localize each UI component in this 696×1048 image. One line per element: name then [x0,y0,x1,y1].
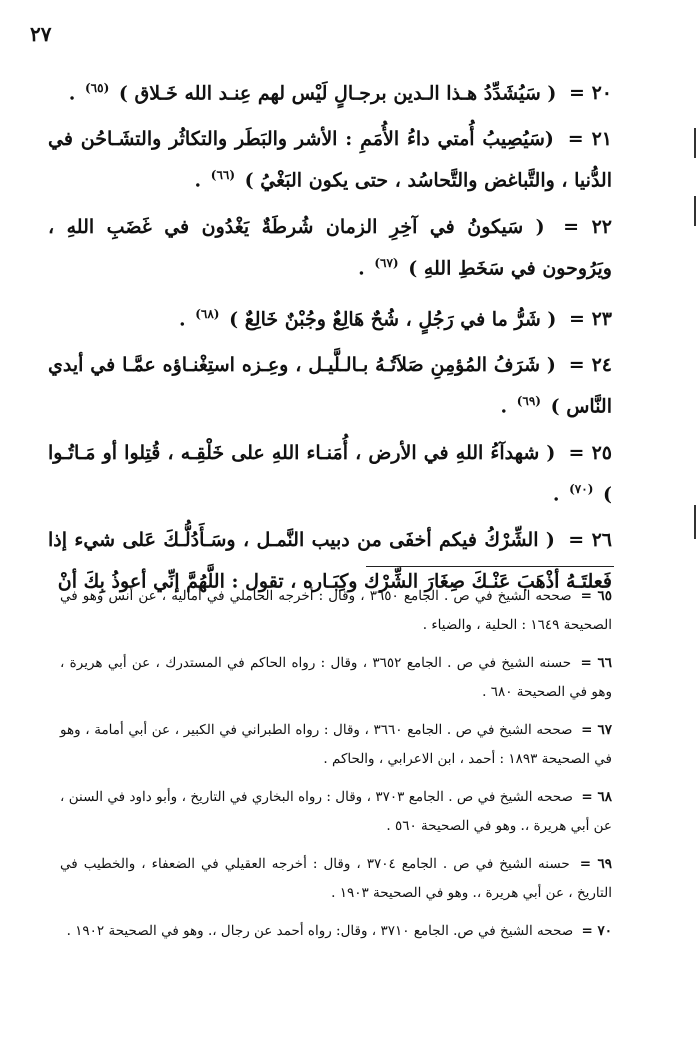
footnote-number: ٦٩ = [579,856,613,872]
footnote-text: صححه الشيخ في ص . الجامع ٣٦٦٠ ، وقال : رواه الطبراني في الكبير ، عن أبي أمامة ، وهو في الصحيحة ١٨٩٣ : أحمد ، ابن الاعرابي ، والحاكم . [60,722,612,767]
hadith-end-mark: . [178,308,186,331]
hadith-text: ( شَرَفُ المُؤمِنِ صَلاَتُـهُ بـالـلَّيـل ، وعِـزه استِغْنـاؤه عمَّـا في أيدي النَّاس ) [48,354,612,418]
hadith-end-mark: . [552,482,560,505]
footnote-reference[interactable]: (٦٥) [84,81,110,95]
footnote-text: صححه الشيخ في ص . الجامع ٣٧٠٣ ، وقال : رواه البخاري في التاريخ ، وأبو داود في السنن ، عن أبي هريرة ،. وهو في الصحيحة ٥٦٠ . [60,789,612,834]
hadith-end-mark: . [68,82,76,105]
hadith-text: (سَيُصِيبُ أُمتي داءُ الأُمَمِ : الأشر والبَطَر والتكاثُر والتشَـاحُن في الدُّنيا ، والتَّباغض والتَّحاسُد ، حتى يكون البَغْيُ ) [48,128,612,192]
hadith-number: ٢٤ = [568,354,612,377]
hadith-number: ٢٠ = [569,82,612,105]
hadith-item [48,347,612,424]
footnote-text: صححه الشيخ في ص . الجامع ٣٦٥٠ ، وقال : أخرجه الحاملي في أماليه ، عن أنس وهو في الصحيحة ١٦٤٩ : الحلية ، والضياء . [60,588,612,633]
footnote-item [60,850,612,908]
footnote-item [60,917,612,946]
hadith-end-mark: . [358,256,365,279]
footnote-reference[interactable]: (٦٦) [210,168,236,183]
footnote-reference[interactable]: (٦٩) [516,394,541,409]
footnote-item [60,783,612,841]
hadith-list [48,70,612,609]
hadith-end-mark: . [194,169,202,192]
hadith-text: ( سَيُشَدِّدُ هـذا الـدين برجـالٍ لَيْس لهم عِنـد الله خَـلاق ) [118,82,557,105]
hadith-number: ٢٦ = [568,528,612,551]
hadith-item [48,121,612,198]
footnote-text: صححه الشيخ في ص. الجامع ٣٧١٠ ، وقال: رواه أحمد عن رجال ،. وهو في الصحيحة ١٩٠٢ . [66,923,574,939]
footnote-number: ٦٦ = [580,655,613,671]
hadith-text: ( سَيكونُ في آخِرِ الزمان شُرطَةٌ يَغْدُون في غَضَبِ اللهِ ، ويَرُوحون في سَخَطِ اللهِ ) [48,215,612,279]
footnote-reference[interactable]: (٧٠) [569,481,594,496]
hadith-text: ( شَرُّ ما في رَجُلٍ ، شُحٌ هَالِعٌ وجُبْنٌ خَالِعٌ ) [229,308,557,331]
footnote-text: حسنه الشيخ في ص . الجامع ٣٧٠٤ ، وقال : أخرجه العقيلي في الضعفاء ، والخطيب في التاريخ ، عن أبي هريرة ،. وهو في الصحيحة ١٩٠٣ . [60,856,612,901]
hadith-item [48,209,612,286]
hadith-end-mark: . [500,395,508,418]
footnote-item [60,582,612,640]
hadith-number: ٢٣ = [569,308,612,331]
hadith-item [48,435,612,512]
footnote-number: ٦٧ = [581,722,612,738]
footnote-reference[interactable]: (٦٧) [374,255,399,270]
footnote-item [60,649,612,707]
footnote-item [60,716,612,774]
hadith-number: ٢١ = [567,128,612,151]
hadith-text: ( الشِّرْكُ فيكم أخفَى من دبيب النَّمـل ، وسَـأَدُلُّـكَ عَلى شيء إذا فَعلتَـهُ أذْهَبَ عَنْـكَ صِغَارَ الشِّرْك وكِبَـاره ، تقول : اللَّهُمَّ إنِّي أعوذُ بِكَ أنْ [48,528,612,593]
hadith-number: ٢٥ = [568,441,612,464]
hadith-item [48,296,612,337]
hadith-item [48,70,612,111]
hadith-number: ٢٢ = [563,215,612,238]
footnote-number: ٧٠ = [581,923,612,939]
footnotes [60,582,612,955]
footnote-number: ٦٥ = [580,588,613,604]
footnote-reference[interactable]: (٦٨) [195,306,220,321]
footnote-separator [366,566,614,567]
hadith-text: ( شهدآءُ اللهِ في الأرض ، أُمَنـاء اللهِ على خَلْقِـه ، قُتِلوا أو مَـاتُـوا ) [48,441,612,505]
footnote-text: حسنه الشيخ في ص . الجامع ٣٦٥٢ ، وقال : رواه الحاكم في المستدرك ، عن أبي هريرة ، وهو في الصحيحة ٦٨٠ . [60,655,612,700]
footnote-number: ٦٨ = [581,789,613,805]
page-number: ٢٧ [30,22,52,46]
